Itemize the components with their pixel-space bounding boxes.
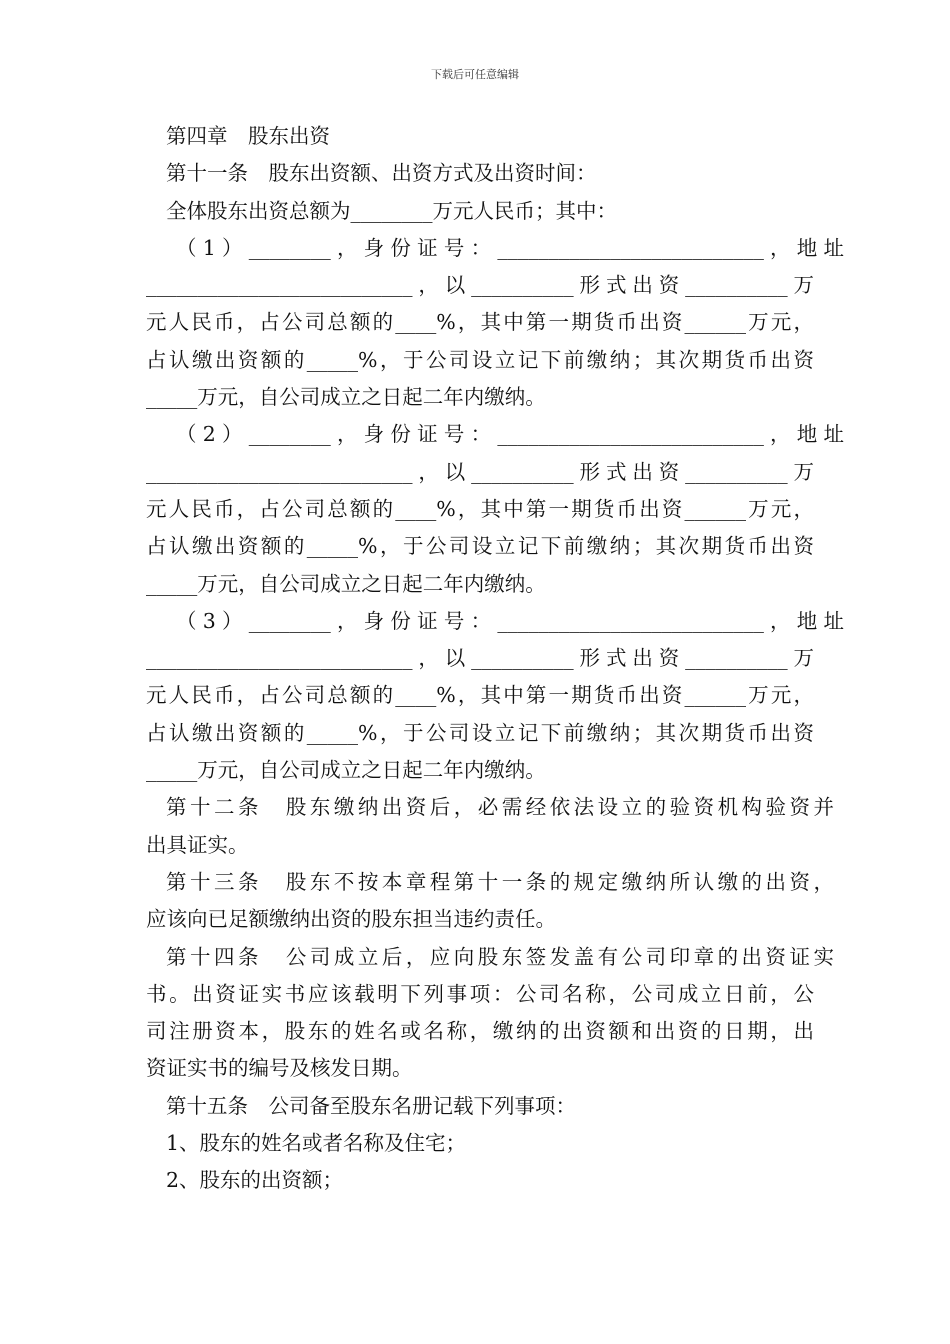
article-14-line-1: 第十四条 公司成立后，应向股东签发盖有公司印章的出资证实 bbox=[166, 944, 834, 969]
article-14-line-3: 司注册资本，股东的姓名或名称，缴纳的出资额和出资的日期，出 bbox=[146, 1019, 814, 1044]
article-15-item-1: 1、股东的姓名或者名称及住宅； bbox=[166, 1131, 467, 1156]
shareholder-1-line-5: _____万元，自公司成立之日起二年内缴纳。 bbox=[146, 385, 546, 410]
article-12-line-2: 出具证实。 bbox=[146, 832, 249, 857]
shareholder-1-line-4: 占认缴出资额的_____%，于公司设立记下前缴纳；其次期货币出资 bbox=[146, 347, 814, 372]
page-header: 下载后可任意编辑 bbox=[431, 68, 519, 81]
shareholder-2-line-2: __________________________，以__________形式出资__________万 bbox=[146, 459, 814, 484]
shareholder-2-line-1: （2）________，身份证号：__________________________，地址 bbox=[176, 422, 844, 447]
article-11-heading: 第十一条 股东出资额、出资方式及出资时间： bbox=[166, 161, 597, 186]
shareholder-3-line-5: _____万元，自公司成立之日起二年内缴纳。 bbox=[146, 758, 546, 783]
article-13-line-2: 应该向已足额缴纳出资的股东担当违约责任。 bbox=[146, 907, 556, 932]
article-15-item-2: 2、股东的出资额； bbox=[166, 1168, 344, 1193]
shareholder-1-line-1: （1）________，身份证号：__________________________，地址 bbox=[176, 235, 844, 260]
chapter-heading: 第四章 股东出资 bbox=[166, 124, 330, 148]
shareholder-3-line-3: 元人民币，占公司总额的____%，其中第一期货币出资______万元， bbox=[146, 683, 814, 708]
shareholder-3-line-2: __________________________，以__________形式出资__________万 bbox=[146, 646, 814, 671]
article-12-line-1: 第十二条 股东缴纳出资后，必需经依法设立的验资机构验资并 bbox=[166, 795, 834, 820]
shareholder-1-line-2: __________________________，以__________形式出资__________万 bbox=[146, 273, 814, 298]
article-13-line-1: 第十三条 股东不按本章程第十一条的规定缴纳所认缴的出资， bbox=[166, 869, 834, 894]
shareholder-1-line-3: 元人民币，占公司总额的____%，其中第一期货币出资______万元， bbox=[146, 310, 814, 335]
article-14-line-2: 书。出资证实书应该载明下列事项：公司名称，公司成立日前，公 bbox=[146, 981, 814, 1006]
article-15-heading: 第十五条 公司备至股东名册记载下列事项： bbox=[166, 1093, 576, 1118]
total-capital-line: 全体股东出资总额为________万元人民币；其中： bbox=[166, 198, 617, 223]
shareholder-2-line-5: _____万元，自公司成立之日起二年内缴纳。 bbox=[146, 571, 546, 596]
shareholder-3-line-4: 占认缴出资额的_____%，于公司设立记下前缴纳；其次期货币出资 bbox=[146, 720, 814, 745]
document-body bbox=[146, 118, 844, 1200]
shareholder-2-line-4: 占认缴出资额的_____%，于公司设立记下前缴纳；其次期货币出资 bbox=[146, 534, 814, 559]
shareholder-2-line-3: 元人民币，占公司总额的____%，其中第一期货币出资______万元， bbox=[146, 496, 814, 521]
shareholder-3-line-1: （3）________，身份证号：__________________________，地址 bbox=[176, 608, 844, 633]
article-14-line-4: 资证实书的编号及核发日期。 bbox=[146, 1056, 413, 1081]
